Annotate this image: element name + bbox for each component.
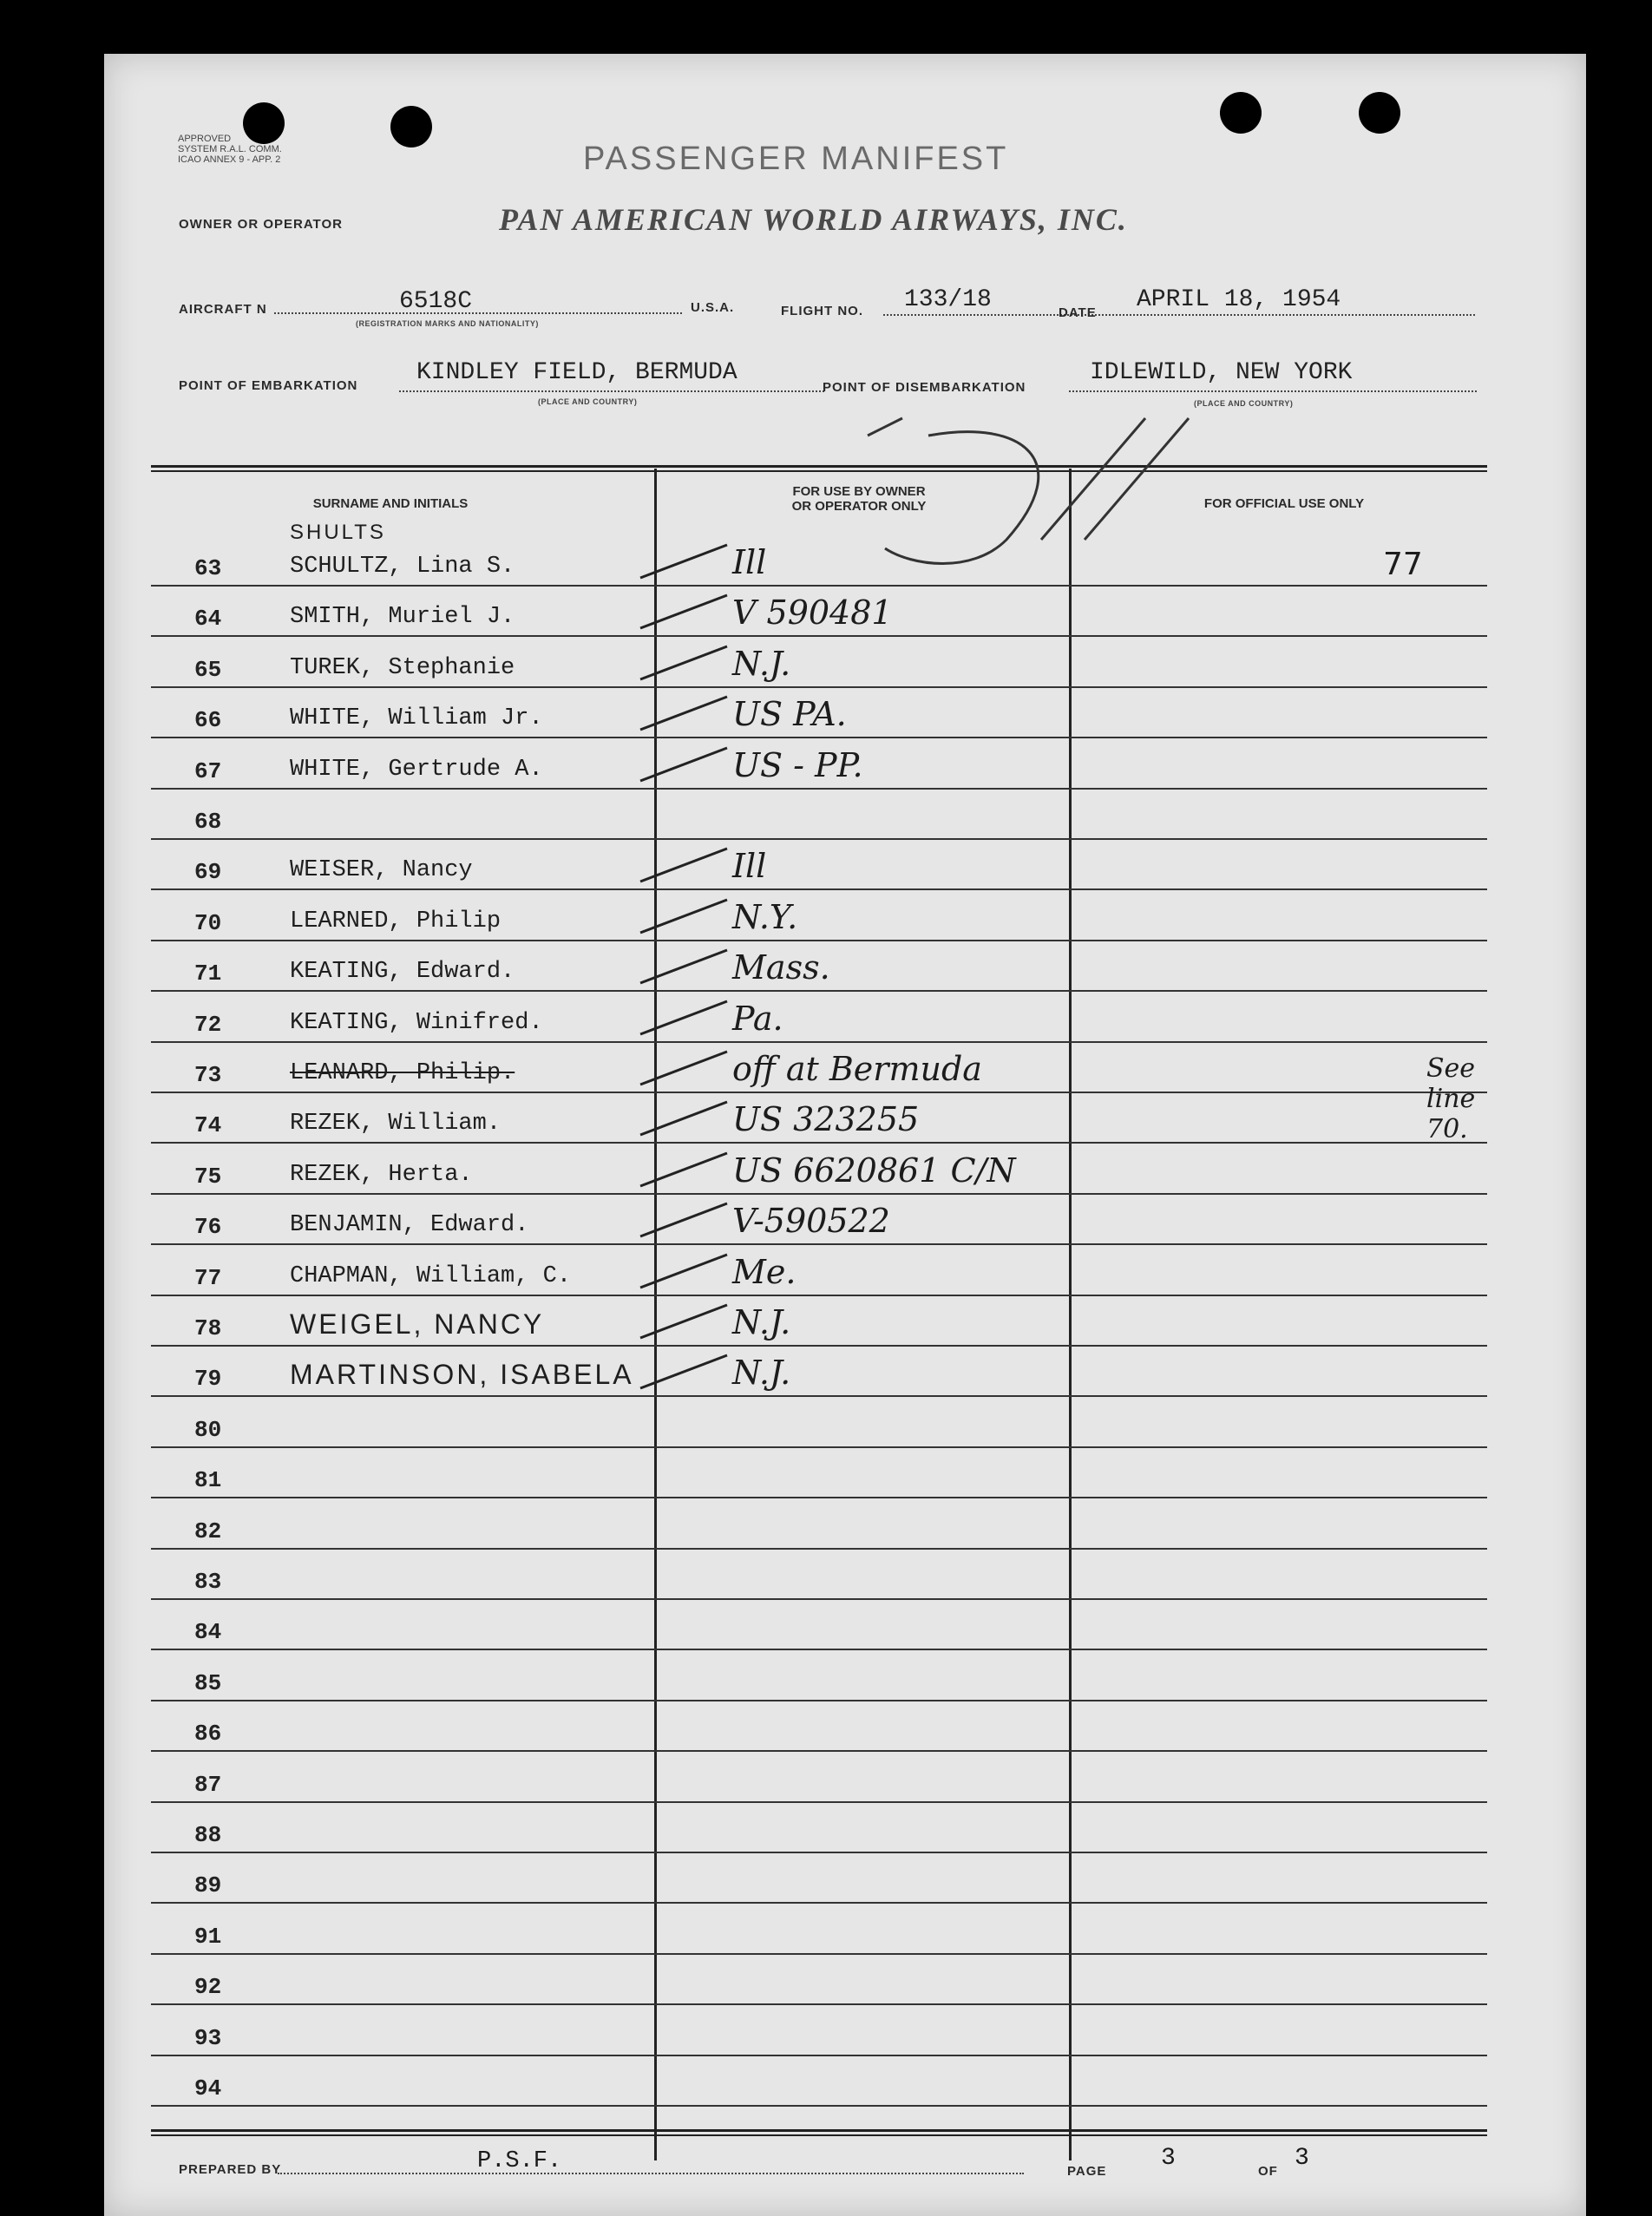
table-bottom-rule — [151, 2129, 1487, 2132]
passenger-name: BENJAMIN, Edward. — [290, 1212, 529, 1239]
embark-underline — [399, 390, 824, 392]
official-entry: See line 70. — [1426, 1053, 1476, 1144]
prepared-by-label: PREPARED BY — [179, 2162, 282, 2177]
check-mark — [637, 692, 732, 735]
table-row — [151, 1244, 1487, 1296]
row-number: 73 — [194, 1062, 222, 1088]
row-number: 70 — [194, 909, 222, 936]
owner-entry: V 590481 — [732, 593, 893, 633]
table-row — [151, 686, 1487, 738]
date-underline — [1102, 314, 1475, 316]
row-number: 68 — [194, 809, 222, 835]
row-number: 91 — [194, 1923, 222, 1950]
owner-value: PAN AMERICAN WORLD AIRWAYS, INC. — [499, 202, 1128, 237]
row-number: 75 — [194, 1163, 222, 1190]
table-row — [151, 738, 1487, 790]
flight-value: 133/18 — [904, 286, 992, 313]
check-mark — [637, 1046, 732, 1090]
check-mark — [637, 1350, 732, 1393]
row-number: 66 — [194, 707, 222, 734]
table-top-rule-2 — [151, 470, 1487, 472]
check-mark — [637, 743, 732, 786]
disembark-underline — [1069, 390, 1477, 392]
check-mark — [637, 1198, 732, 1242]
of-value: 3 — [1295, 2145, 1309, 2172]
table-row — [151, 889, 1487, 941]
owner-entry: Mass. — [732, 948, 830, 987]
row-number: 89 — [194, 1872, 222, 1899]
row-number: 80 — [194, 1416, 222, 1443]
aircraft-underline — [274, 312, 682, 314]
punch-hole — [390, 106, 432, 148]
check-mark — [637, 895, 732, 938]
passenger-name: SCHULTZ, Lina S. — [290, 554, 515, 580]
table-row — [151, 2004, 1487, 2056]
row-number: 78 — [194, 1315, 222, 1341]
owner-entry: US 6620861 C/N — [732, 1151, 1016, 1190]
owner-entry: US - PP. — [732, 745, 863, 784]
row-number: 84 — [194, 1619, 222, 1646]
table-row — [151, 2055, 1487, 2107]
table-row — [151, 1903, 1487, 1955]
row-number: 64 — [194, 606, 222, 633]
row-number: 74 — [194, 1112, 222, 1139]
owner-entry: N.J. — [732, 644, 791, 683]
aircraft-label: AIRCRAFT N — [179, 302, 267, 317]
table-row — [151, 1548, 1487, 1600]
owner-entry: N.J. — [732, 1354, 791, 1393]
row-number: 87 — [194, 1771, 222, 1798]
check-mark — [637, 540, 732, 583]
table-row — [151, 1649, 1487, 1701]
embark-value: KINDLEY FIELD, BERMUDA — [416, 359, 738, 386]
name-correction: SHULTS — [290, 521, 386, 544]
check-mark — [637, 996, 732, 1039]
table-row — [151, 940, 1487, 992]
check-mark — [637, 843, 732, 887]
owner-entry: V-590522 — [732, 1202, 890, 1241]
prepared-underline — [278, 2173, 1024, 2174]
table-row — [151, 1193, 1487, 1245]
passenger-name: REZEK, William. — [290, 1111, 502, 1138]
official-entry: 77 — [1383, 547, 1423, 582]
table-row — [151, 1953, 1487, 2005]
flight-label: FLIGHT NO. — [781, 304, 863, 318]
table-bottom-rule-2 — [151, 2134, 1487, 2136]
owner-entry: US PA. — [732, 695, 847, 734]
row-number: 92 — [194, 1974, 222, 2001]
passenger-name: KEATING, Edward. — [290, 959, 515, 986]
table-row — [151, 1801, 1487, 1853]
manifest-sheet — [104, 54, 1586, 2216]
owner-entry: N.Y. — [732, 897, 798, 936]
passenger-name: MARTINSON, ISABELA — [290, 1359, 634, 1391]
table-row — [151, 1446, 1487, 1498]
table-row — [151, 991, 1487, 1043]
check-mark — [637, 641, 732, 685]
row-number: 76 — [194, 1214, 222, 1241]
row-number: 65 — [194, 656, 222, 683]
punch-hole — [1359, 92, 1400, 134]
passenger-name: WEIGEL, NANCY — [290, 1308, 545, 1340]
owner-column-header: FOR USE BY OWNER OR OPERATOR ONLY — [791, 484, 927, 514]
passenger-name: REZEK, Herta. — [290, 1161, 473, 1188]
passenger-name: CHAPMAN, William, C. — [290, 1262, 572, 1289]
table-row — [151, 1143, 1487, 1195]
passenger-name: WEISER, Nancy — [290, 857, 473, 884]
table-row — [151, 1498, 1487, 1550]
aircraft-value: 6518C — [399, 288, 473, 315]
passenger-name: SMITH, Muriel J. — [290, 604, 515, 631]
surname-column-header: SURNAME AND INITIALS — [312, 496, 469, 511]
owner-entry: Me. — [732, 1252, 796, 1291]
table-row — [151, 1295, 1487, 1347]
embark-label: POINT OF EMBARKATION — [179, 378, 358, 393]
row-number: 67 — [194, 757, 222, 784]
passenger-name: LEARNED, Philip — [290, 908, 502, 934]
of-label: OF — [1258, 2164, 1278, 2179]
check-mark — [637, 1097, 732, 1140]
approval-stamp: APPROVED SYSTEM R.A.L. COMM. ICAO ANNEX 9 - APP. 2 — [178, 134, 282, 165]
row-number: 93 — [194, 2024, 222, 2051]
check-mark — [637, 1249, 732, 1293]
page-value: 3 — [1161, 2145, 1176, 2172]
table-top-rule — [151, 465, 1487, 468]
table-row — [151, 1345, 1487, 1397]
owner-entry: N.J. — [732, 1303, 791, 1341]
date-value: APRIL 18, 1954 — [1137, 286, 1341, 313]
passenger-name: KEATING, Winifred. — [290, 1009, 543, 1036]
row-number: 88 — [194, 1822, 222, 1848]
disembark-value: IDLEWILD, NEW YORK — [1090, 359, 1353, 386]
page-label: PAGE — [1067, 2164, 1107, 2179]
table-row — [151, 636, 1487, 688]
table-row — [151, 585, 1487, 637]
owner-entry: Ill — [732, 847, 767, 886]
owner-entry: off at Bermuda — [732, 1050, 982, 1088]
check-mark — [637, 590, 732, 633]
passenger-name: WHITE, William Jr. — [290, 705, 543, 732]
owner-entry: Ill — [732, 543, 767, 581]
row-number: 85 — [194, 1669, 222, 1696]
owner-entry: US 323255 — [732, 1100, 920, 1139]
prepared-by-value: P.S.F. — [477, 2148, 562, 2174]
table-row — [151, 1598, 1487, 1650]
official-column-header: FOR OFFICIAL USE ONLY — [1203, 496, 1365, 511]
row-number: 83 — [194, 1569, 222, 1595]
page-title: PASSENGER MANIFEST — [583, 141, 1009, 177]
owner-label: OWNER OR OPERATOR — [179, 217, 343, 232]
row-number: 63 — [194, 555, 222, 581]
passenger-name: WHITE, Gertrude A. — [290, 756, 543, 783]
table-row — [151, 1396, 1487, 1448]
row-number: 71 — [194, 960, 222, 987]
row-number: 72 — [194, 1011, 222, 1038]
usa-label: U.S.A. — [691, 300, 735, 315]
table-row — [151, 1751, 1487, 1803]
row-number: 69 — [194, 859, 222, 886]
embark-note: (PLACE AND COUNTRY) — [538, 397, 638, 406]
row-number: 81 — [194, 1467, 222, 1494]
row-number: 77 — [194, 1264, 222, 1291]
punch-hole — [1220, 92, 1262, 134]
aircraft-note: (REGISTRATION MARKS AND NATIONALITY) — [356, 319, 539, 328]
passenger-name: LEANARD, Philip. — [290, 1060, 515, 1086]
row-number: 79 — [194, 1366, 222, 1393]
check-mark — [637, 1148, 732, 1191]
owner-entry: Pa. — [732, 999, 783, 1038]
row-number: 82 — [194, 1518, 222, 1544]
date-label: DATE — [1059, 305, 1097, 320]
table-row — [151, 1092, 1487, 1144]
passenger-name: TUREK, Stephanie — [290, 654, 515, 681]
check-mark — [637, 1300, 732, 1343]
disembark-note: (PLACE AND COUNTRY) — [1194, 399, 1294, 408]
table-row — [151, 1852, 1487, 1904]
table-row — [151, 838, 1487, 890]
check-mark — [637, 945, 732, 988]
table-row — [151, 788, 1487, 840]
disembark-label: POINT OF DISEMBARKATION — [823, 380, 1026, 395]
row-number: 94 — [194, 2075, 222, 2101]
table-row — [151, 1700, 1487, 1752]
row-number: 86 — [194, 1721, 222, 1747]
table-row — [151, 521, 1487, 587]
